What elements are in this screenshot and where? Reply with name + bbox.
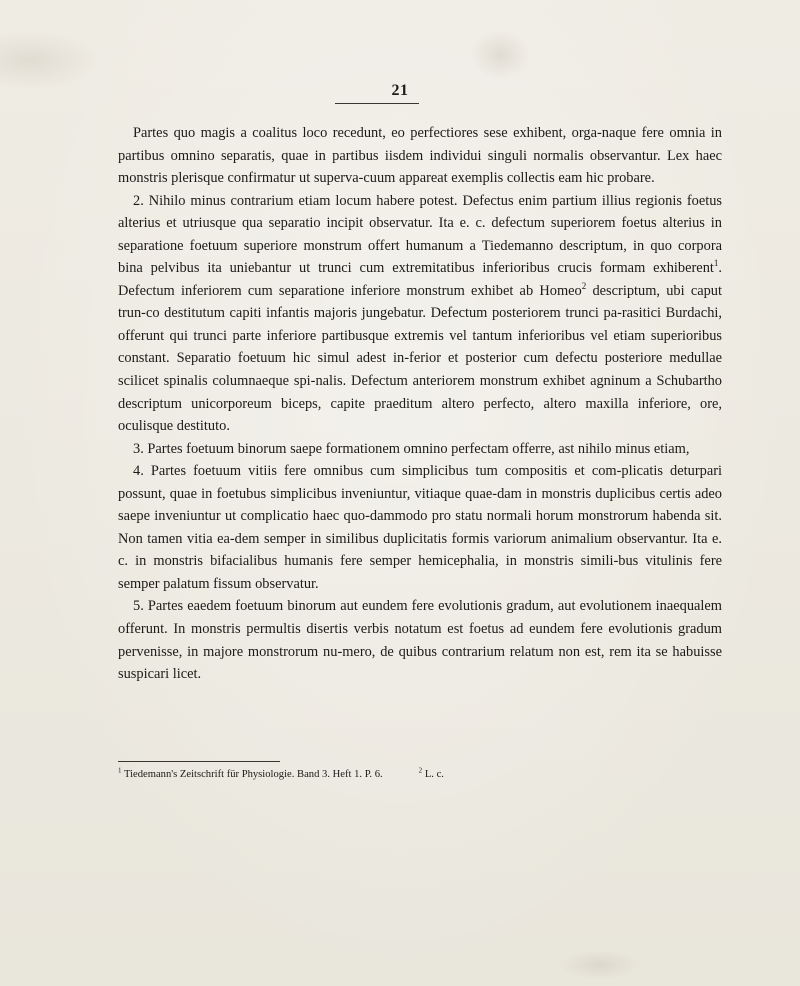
footnote-2 [418, 766, 444, 780]
paragraph-2 [118, 190, 722, 438]
paragraph-2-part-a: 2. Nihilo minus contrarium etiam locum habere potest. Defectus enim partium illius regionis foetus alterius et utriusque qua separatio incipit observatur. Ita e. c. defectum superiorem foetus alterius in separatione foetuum superiore monstrum offert humanum a Tiedemanno descriptum, in quo corpora bina pelvibus ita uniebantur ut trunci cum extremitatibus inferioribus crucis formam exhiberent [118, 192, 722, 277]
paragraph-2-part-c: descriptum, ubi caput trun-co destitutum capiti infantis majoris jungebatur. Defectum posteriorem trunci pa-rasitici Burdachi, offerunt qui trunci parte inferiore partibusque extremis vel tantum inferioribus vel etiam superioribus constant. Separatio foetuum hic simul adest in-ferior et posterior cum defectu posteriore medullae scilicet spinalis columnaeque spi-nalis. Defectum anteriorem monstrum exhibet agninum a Schubartho descriptum unicorporeum biceps, capite praeditum altero perfecto, altero maxilla inferiore, ore, oculisque destituto. [118, 282, 722, 435]
footnote-ref-1: 1 [713, 258, 719, 269]
page-number: 21 [391, 82, 409, 99]
paragraph-1: Partes quo magis a coalitus loco recedunt, eo perfectiores sese exhibent, orga-naque fere omnia in partibus omnino separatis, quae in partibus iisdem individui singuli normalis observantur. Lex haec monstris plerisque confirmatur ut superva-cuum appareat exemplis collectis eam hic probare. [118, 125, 722, 187]
paragraph-2-part-b: . Defectum inferiorem cum separatione inferiore monstrum exhibet ab Homeo [118, 260, 722, 299]
paper-stain [470, 30, 530, 80]
footnote-2-mark: 2 [418, 766, 423, 775]
footnote-1-mark: 1 [118, 766, 122, 775]
footnote-1-text: Tiedemann's Zeitschrift für Physiologie. Band 3. Heft 1. P. 6. [123, 769, 383, 780]
header-rule [335, 103, 419, 104]
footnote-rule [118, 761, 280, 762]
footnotes [118, 768, 722, 782]
paragraph-5: 5. Partes eaedem foetuum binorum aut eundem fere evolutionis gradum, aut evolutionem inaequalem offerunt. In monstris permultis disertis verbis notatum est foetus ad eundem fere evolutionis gradum pervenisse, in majore monstrorum nu-mero, de quibus contrarium relatum non est, rem ita se habuisse suspicari licet. [118, 598, 722, 683]
paper-stain [0, 30, 100, 90]
footnote-ref-2: 2 [581, 281, 587, 292]
footnote-2-text: L. c. [424, 769, 444, 780]
paragraph-4: 4. Partes foetuum vitiis fere omnibus cum simplicibus tum compositis et com-plicatis deturpari possunt, quae in foetubus simplicibus inveniuntur, vitiaque quae-dam in monstris duplicibus certis adeo saepe inveniuntur ut complicatio haec quo-dammodo pro statu normali horum monstrorum habenda sit. Non tamen vitia ea-dem semper in similibus duplicitatis formis variorum animalium observantur. Ita e. c. in monstris bifacialibus humanis fere semper hemicephalia, in monstris simili-bus vitulinis fere semper palatum fissum observatur. [118, 463, 722, 592]
paragraph-3: 3. Partes foetuum binorum saepe formationem omnino perfectam offerre, ast nihilo minus etiam, [133, 440, 690, 457]
body-text [118, 122, 722, 686]
paper-stain [560, 950, 640, 980]
footnote-1 [118, 766, 383, 780]
